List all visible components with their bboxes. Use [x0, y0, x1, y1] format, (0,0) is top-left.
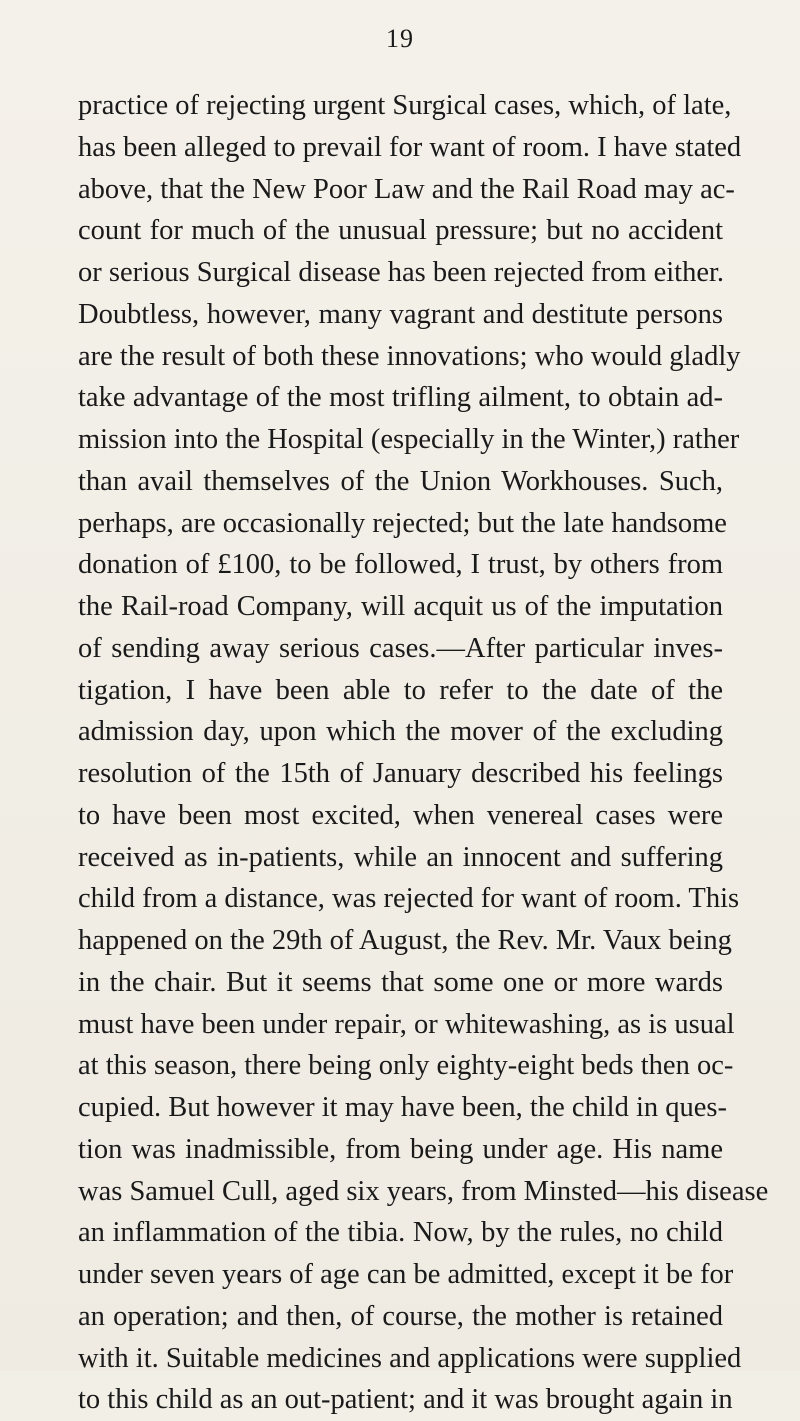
text-line: are the result of both these innovations; who would gladly: [78, 340, 741, 372]
text-line: received as in-patients, while an innocent and suffering: [78, 841, 723, 873]
text-line: an operation; and then, of course, the mother is retained: [78, 1300, 723, 1332]
text-line: count for much of the unusual pressure; but no accident: [78, 215, 723, 247]
text-line: has been alleged to prevail for want of room. I have stated: [78, 131, 742, 163]
text-line: the Rail-road Company, will acquit us of the imputation: [78, 591, 723, 622]
text-line: or serious Surgical disease has been rejected from either.: [78, 257, 725, 288]
text-line: admission day, upon which the mover of the excluding: [78, 716, 723, 748]
text-line: tigation, I have been able to refer to the date of the: [78, 674, 723, 706]
text-line: donation of £100, to be followed, I trust, by others from: [78, 549, 723, 581]
page-number: 19: [386, 24, 414, 53]
text-line: take advantage of the most trifling ailment, to obtain ad-: [78, 382, 723, 414]
text-line: under seven years of age can be admitted, except it be for: [78, 1259, 734, 1290]
text-line: with it. Suitable medicines and applications were supplied: [78, 1342, 742, 1374]
text-line: perhaps, are occasionally rejected; but the late handsome: [78, 507, 727, 539]
text-line: practice of rejecting urgent Surgical cases, which, of late,: [78, 90, 732, 121]
text-line: of sending away serious cases.—After particular inves-: [78, 632, 723, 664]
text-line: happened on the 29th of August, the Rev. Mr. Vaux being: [78, 925, 732, 956]
body-text: [78, 85, 769, 1421]
text-line: Doubtless, however, many vagrant and destitute persons: [78, 298, 723, 330]
text-line: to have been most excited, when venereal cases were: [78, 799, 723, 831]
text-line: resolution of the 15th of January described his feelings: [78, 758, 723, 789]
text-line: was Samuel Cull, aged six years, from Minsted—his disease: [78, 1175, 769, 1207]
text-line: mission into the Hospital (especially in the Winter,) rather: [78, 424, 740, 455]
text-line: at this season, there being only eighty-eight beds then oc-: [78, 1050, 734, 1082]
text-line: in the chair. But it seems that some one or more wards: [78, 966, 723, 998]
text-line: an inflammation of the tibia. Now, by the rules, no child: [78, 1217, 723, 1249]
text-line: above, that the New Poor Law and the Rail Road may ac-: [78, 173, 735, 205]
text-line: than avail themselves of the Union Workhouses. Such,: [78, 465, 723, 497]
text-line: to this child as an out-patient; and it was brought again in: [78, 1384, 733, 1416]
text-line: child from a distance, was rejected for want of room. This: [78, 883, 740, 915]
text-line: must have been under repair, or whitewashing, as is usual: [78, 1008, 735, 1040]
text-line: cupied. But however it may have been, the child in ques-: [78, 1092, 727, 1123]
text-line: tion was inadmissible, from being under age. His name: [78, 1133, 723, 1165]
